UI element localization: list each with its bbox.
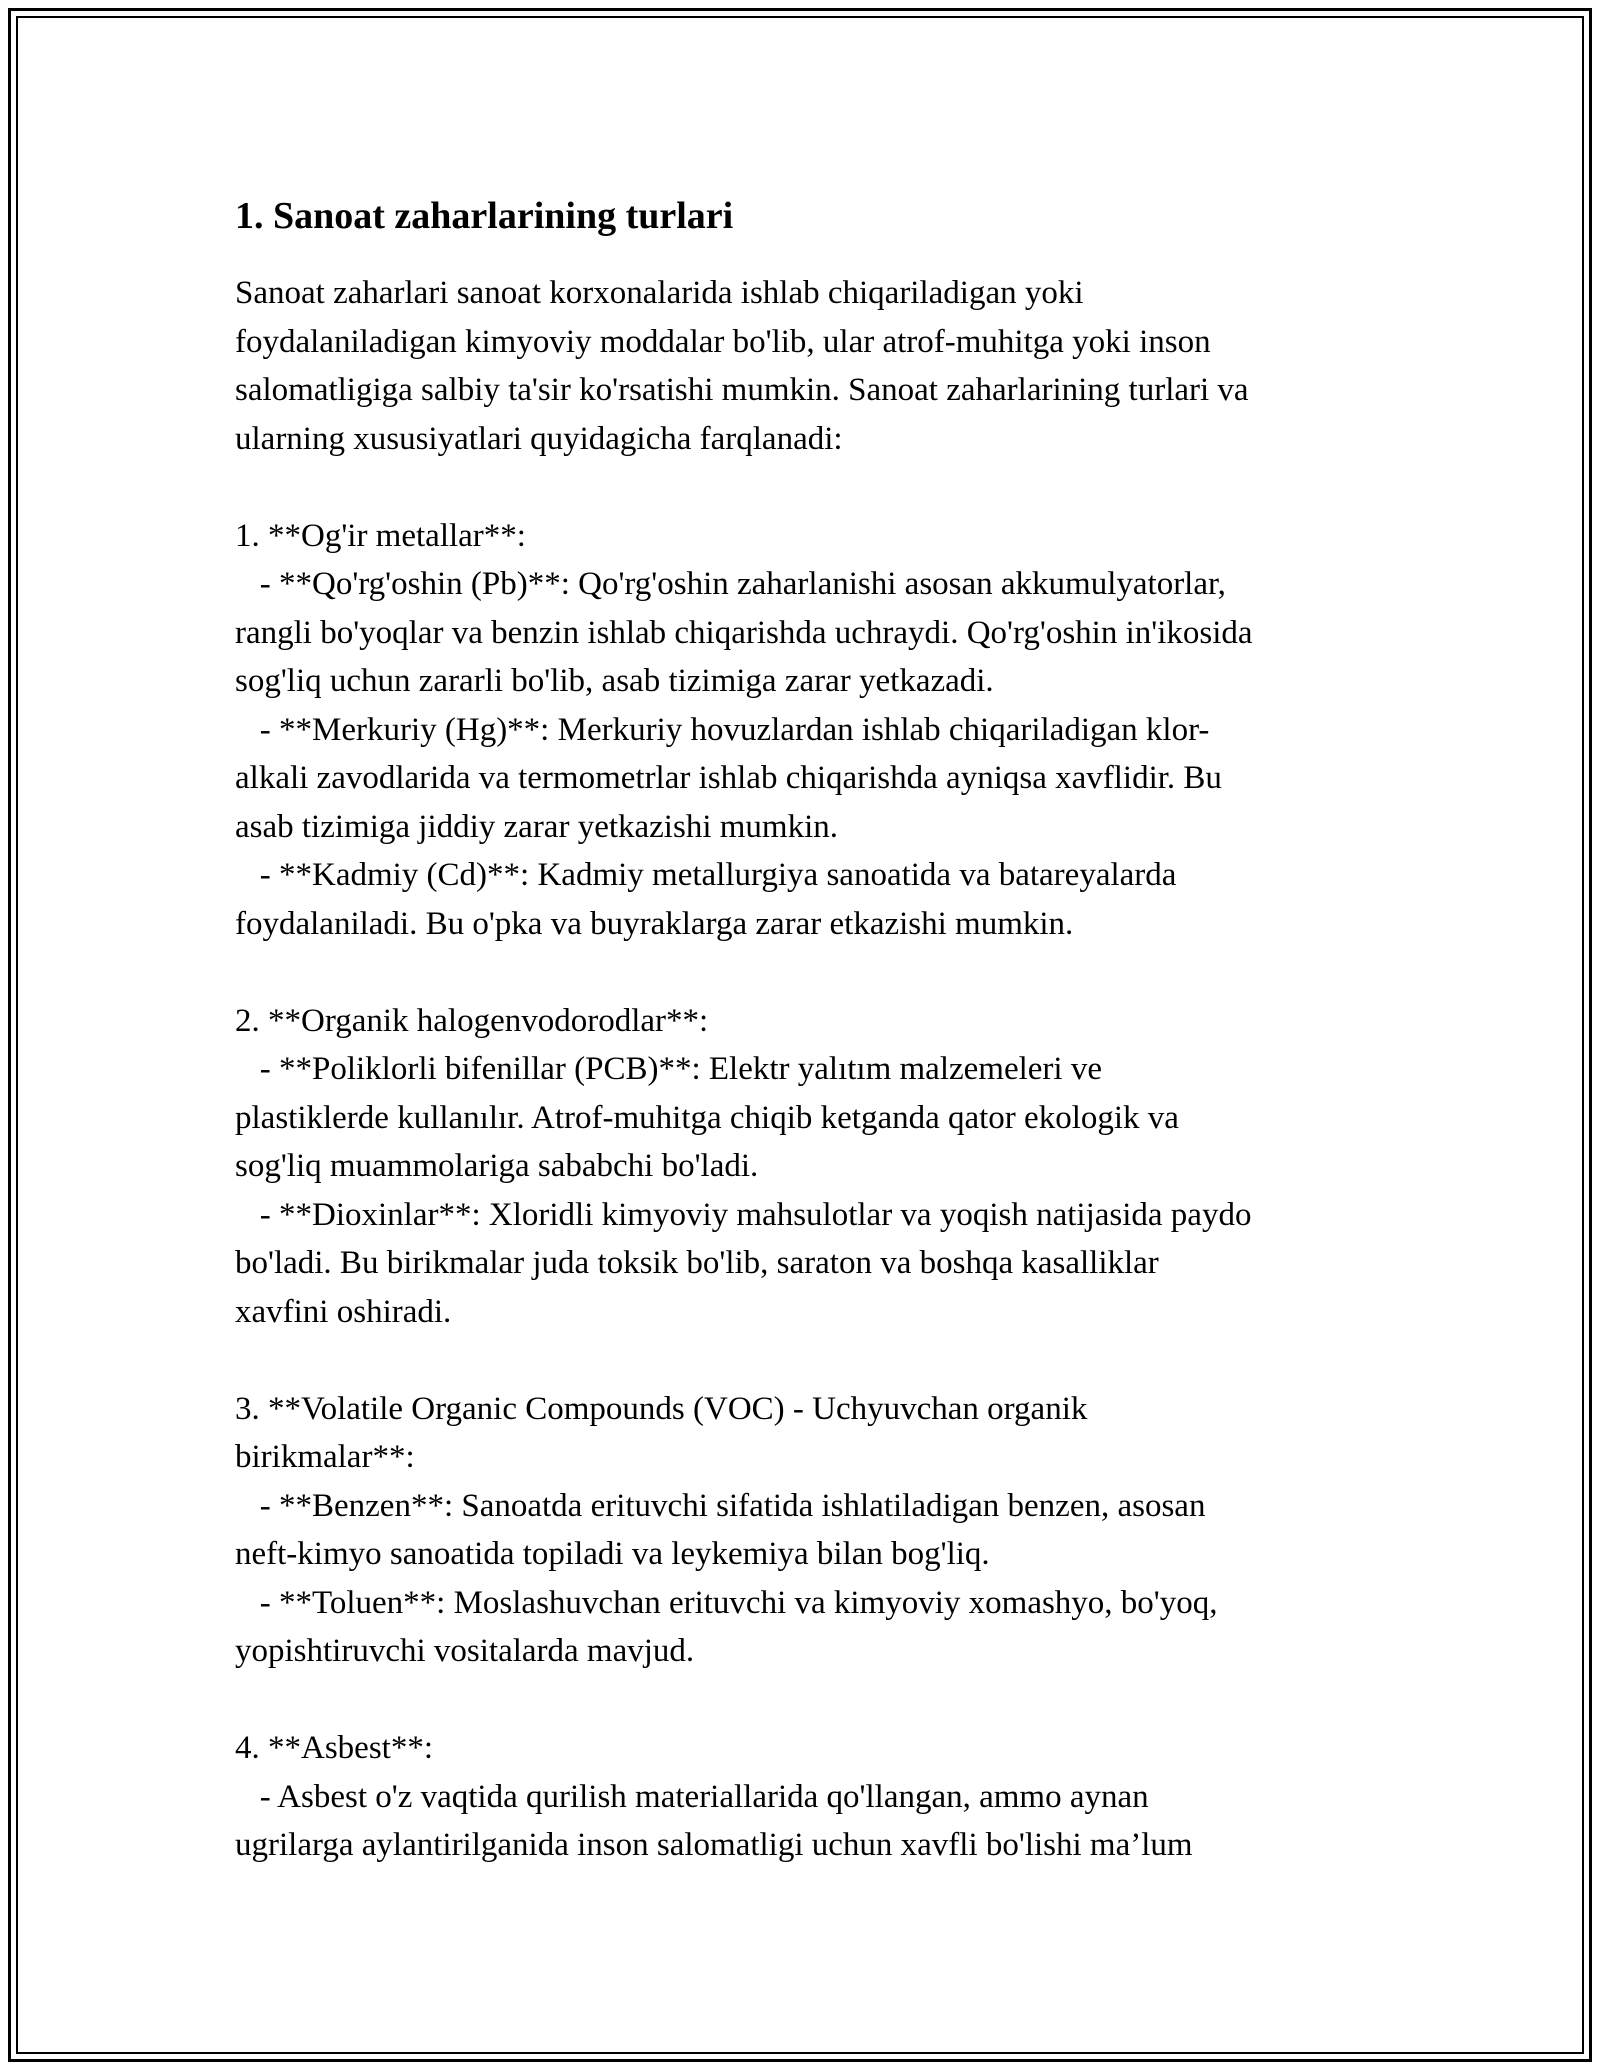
body-text: Sanoat zaharlari sanoat korxonalarida ishlab chiqariladigan yoki foydalaniladigan kimyoviy moddalar bo'lib, ular atrof-muhitga yoki inson salomatligiga salbiy ta'sir ko'rsatishi mumkin. Sanoat zaharlarining turlari va ularning xususiyatlari quyidagicha farqlanadi: 1. **Og'ir metallar**: - **Qo'rg'oshin (Pb)**: Qo'rg'oshin zaharlanishi asosan akkumulyatorlar, rangli bo'yoqlar va benzin ishlab chiqarishda uchraydi. Qo'rg'oshin in'ikosida sog'liq uchun zararli bo'lib, asab tizimiga zarar yetkazadi. - **Merkuriy (Hg)**: Merkuriy hovuzlardan ishlab chiqariladigan klor- alkali zavodlarida va termometrlar ishlab chiqarishda ayniqsa xavflidir. Bu asab tizimiga jiddiy zarar yetkazishi mumkin. - **Kadmiy (Cd)**: Kadmiy metallurgiya sanoatida va batareyalarda foydalaniladi. Bu o'pka va buyraklarga zarar etkazishi mumkin. 2. **Organik halogenvodorodlar**: - **Poliklorli bifenillar (PCB)**: Elektr yalıtım malzemeleri ve plastiklerde kullanılır. Atrof-muhitga chiqib ketganda qator ekologik va sog'liq muammolariga sababchi bo'ladi. - **Dioxinlar**: Xloridli kimyoviy mahsulotlar va yoqish natijasida paydo bo'ladi. Bu birikmalar juda toksik bo'lib, saraton va boshqa kasalliklar xavfini oshiradi. 3. **Volatile Organic Compounds (VOC) - Uchyuvchan organik birikmalar**: - **Benzen**: Sanoatda erituvchi sifatida ishlatiladigan benzen, asosan neft-kimyo sanoatida topiladi va leykemiya bilan bog'liq. - **Toluen**: Moslashuvchan erituvchi va kimyoviy xomashyo, bo'yoq, yopishtiruvchi vositalarda mavjud. 4. **Asbest**: - Asbest o'z vaqtida qurilish materiallarida qo'llangan, ammo aynan ugrilarga aylantirilganida inson salomatligi uchun xavfli bo'lishi ma’lum [235, 275, 1253, 1863]
section-heading: 1. Sanoat zaharlarining turlari [235, 195, 734, 237]
document-content [235, 192, 1385, 1870]
